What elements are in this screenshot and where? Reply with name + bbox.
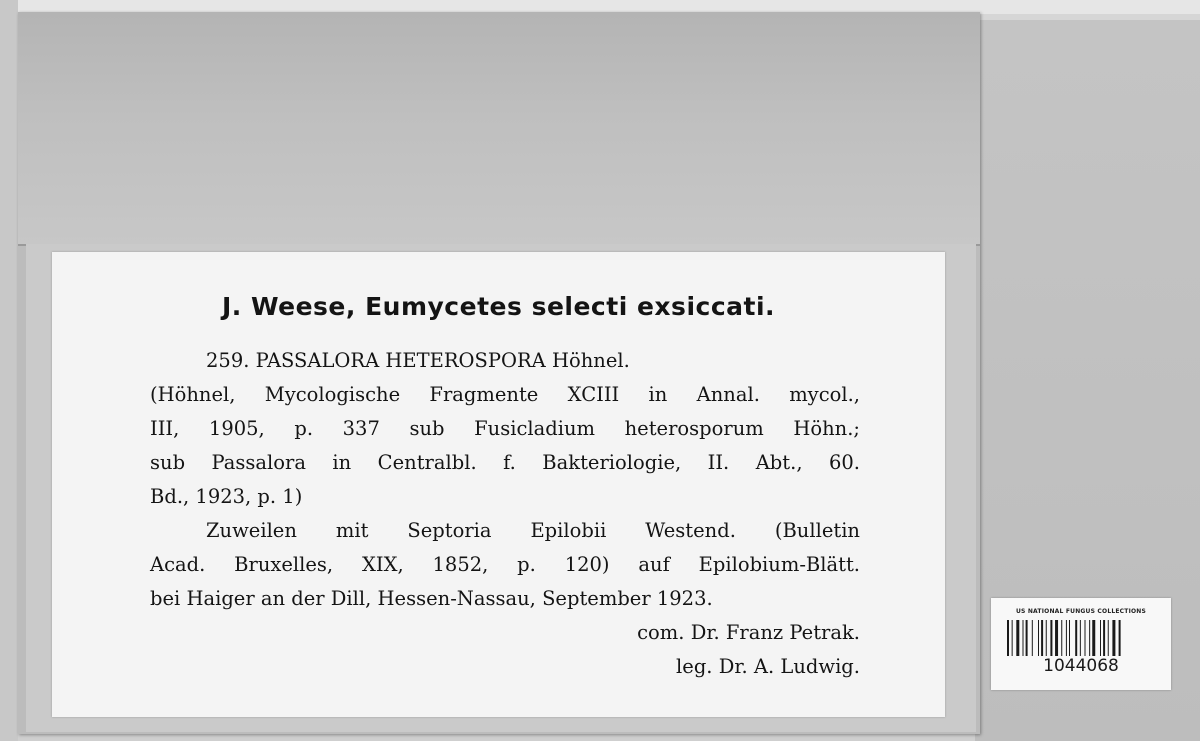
barcode-label <box>991 598 1171 690</box>
label-title: J. Weese, Eumycetes selecti exsiccati. <box>221 292 776 321</box>
barcode-number: 1044068 <box>1043 656 1119 676</box>
label-body <box>150 344 860 684</box>
label-line-locality-2: Acad. Bruxelles, XIX, 1852, p. 120) auf Epilobium-Blätt. <box>150 553 860 576</box>
label-line-collector: leg. Dr. A. Ludwig. <box>676 655 860 678</box>
label-line-citation-2: III, 1905, p. 337 sub Fusicladium heterosporum Höhn.; <box>150 417 860 440</box>
label-line-citation-1: (Höhnel, Mycologische Fragmente XCIII in Annal. mycol., <box>150 383 860 406</box>
label-line-locality-1: Zuweilen mit Septoria Epilobii Westend. (Bulletin <box>206 519 860 542</box>
envelope-flap <box>18 12 980 246</box>
exsiccata-label <box>52 252 945 717</box>
barcode-icon <box>1007 620 1155 656</box>
sheet-left-edge <box>0 0 18 741</box>
label-line-communicator: com. Dr. Franz Petrak. <box>637 621 860 644</box>
barcode-header: US NATIONAL FUNGUS COLLECTIONS <box>1015 608 1147 615</box>
label-line-citation-3: sub Passalora in Centralbl. f. Bakteriologie, II. Abt., 60. <box>150 451 860 474</box>
label-line-locality-3: bei Haiger an der Dill, Hessen-Nassau, September 1923. <box>150 587 713 610</box>
label-line-citation-4: Bd., 1923, p. 1) <box>150 485 303 508</box>
label-line-species: 259. PASSALORA HETEROSPORA Höhnel. <box>206 349 630 372</box>
